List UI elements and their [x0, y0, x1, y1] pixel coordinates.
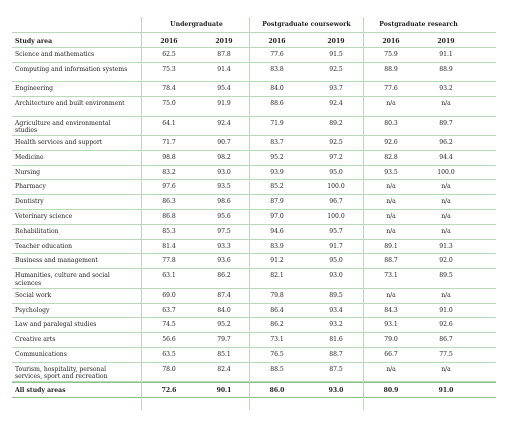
value-cell: 88.6: [270, 100, 284, 108]
value-cell: 63.5: [162, 350, 176, 358]
value-cell: 97.6: [162, 183, 176, 191]
column-header-year: 2019: [327, 38, 345, 45]
group-header-postgraduate-coursework: Postgraduate coursework: [262, 21, 351, 28]
value-cell: 83.2: [162, 168, 176, 176]
value-cell: 77.6: [270, 51, 284, 58]
value-cell: 91.4: [217, 65, 231, 73]
total-value-cell: 91.0: [438, 387, 454, 395]
value-cell: 83.7: [270, 139, 284, 147]
value-cell: 93.6: [217, 257, 231, 265]
column-header-year: 2019: [437, 38, 455, 45]
table-row: [12, 136, 496, 151]
value-cell: 78.4: [162, 85, 176, 93]
value-cell: 93.2: [329, 321, 343, 329]
value-cell: 71.9: [270, 119, 284, 127]
value-cell: 92.4: [329, 100, 343, 108]
value-cell: 95.4: [217, 85, 231, 93]
value-cell: 62.5: [162, 51, 176, 58]
value-cell: 86.2: [270, 321, 284, 329]
value-cell: 91.5: [329, 51, 343, 58]
value-cell: 76.5: [270, 350, 284, 358]
table-row: [12, 180, 496, 195]
table-row: [12, 63, 496, 83]
value-cell: 87.4: [217, 291, 231, 299]
study-area-cell: Rehabilitation: [15, 227, 59, 235]
value-cell: 93.0: [329, 272, 343, 280]
value-cell: n/a: [441, 100, 451, 108]
column-header-year: 2016: [160, 38, 178, 45]
value-cell: n/a: [386, 100, 396, 108]
value-cell: 92.5: [329, 65, 343, 73]
total-value-cell: 93.0: [328, 387, 344, 395]
table-row: [12, 97, 496, 117]
value-cell: 94.4: [439, 153, 453, 161]
value-cell: n/a: [441, 213, 451, 221]
table-row: [12, 254, 496, 269]
value-cell: 91.0: [439, 306, 453, 314]
value-cell: 93.9: [270, 168, 284, 176]
table-row: [12, 210, 496, 225]
value-cell: 79.0: [384, 336, 398, 344]
value-cell: 86.2: [217, 272, 231, 280]
value-cell: 100.0: [327, 213, 345, 221]
value-cell: 100.0: [437, 168, 455, 176]
value-cell: 95.7: [329, 227, 343, 235]
study-area-cell: Computing and information systems: [15, 65, 128, 73]
value-cell: n/a: [441, 183, 451, 191]
column-header-study-area: Study area: [15, 38, 53, 45]
value-cell: 98.2: [217, 153, 231, 161]
value-cell: 63.1: [162, 272, 176, 280]
value-cell: 80.3: [384, 119, 398, 127]
value-cell: 84.0: [217, 306, 231, 314]
value-cell: n/a: [441, 365, 451, 373]
value-cell: 86.8: [162, 213, 176, 221]
study-area-cell: Tourism, hospitality, personal services, sport and recreation: [15, 365, 108, 381]
value-cell: n/a: [386, 291, 396, 299]
value-cell: 92.5: [329, 139, 343, 147]
value-cell: 97.0: [270, 213, 284, 221]
value-cell: 91.9: [217, 100, 231, 108]
value-cell: 94.6: [270, 227, 284, 235]
value-cell: 98.6: [217, 198, 231, 206]
value-cell: 92.0: [439, 257, 453, 265]
value-cell: 88.9: [384, 65, 398, 73]
value-cell: 93.3: [217, 242, 231, 250]
study-area-cell: Science and mathematics: [15, 51, 95, 58]
employment-table: [12, 17, 496, 398]
value-cell: 96.7: [329, 198, 343, 206]
value-cell: 93.0: [217, 168, 231, 176]
value-cell: 81.6: [329, 336, 343, 344]
study-area-cell: Teacher education: [15, 242, 73, 250]
table-row: [12, 117, 496, 137]
column-divider: [141, 17, 142, 410]
value-cell: 95.2: [270, 153, 284, 161]
value-cell: 93.7: [329, 85, 343, 93]
column-header-year: 2019: [215, 38, 233, 45]
table-row: [12, 195, 496, 210]
column-header-row: [12, 33, 496, 48]
study-area-cell: Humanities, culture and social sciences: [15, 272, 110, 287]
value-cell: 71.7: [162, 139, 176, 147]
value-cell: 96.2: [439, 139, 453, 147]
table-row: [12, 333, 496, 348]
value-cell: 79.8: [270, 291, 284, 299]
value-cell: 95.0: [329, 257, 343, 265]
value-cell: 86.3: [162, 198, 176, 206]
value-cell: 85.3: [162, 227, 176, 235]
value-cell: 93.5: [384, 168, 398, 176]
study-area-cell: Social work: [15, 291, 52, 299]
group-header-postgraduate-research: Postgraduate research: [379, 21, 458, 28]
value-cell: 75.3: [162, 65, 176, 73]
value-cell: 79.7: [217, 336, 231, 344]
value-cell: n/a: [441, 291, 451, 299]
value-cell: n/a: [441, 227, 451, 235]
value-cell: n/a: [386, 365, 396, 373]
study-area-cell: Pharmacy: [15, 183, 46, 191]
value-cell: 97.5: [217, 227, 231, 235]
study-area-cell: Business and management: [15, 257, 98, 265]
value-cell: 93.4: [329, 306, 343, 314]
value-cell: 88.7: [384, 257, 398, 265]
study-area-cell: Veterinary science: [15, 213, 73, 221]
total-value-cell: 80.9: [383, 387, 399, 395]
table-body: [12, 48, 496, 382]
value-cell: 77.6: [384, 85, 398, 93]
study-area-cell: Engineering: [15, 85, 54, 93]
value-cell: n/a: [386, 198, 396, 206]
column-header-year: 2016: [382, 38, 400, 45]
value-cell: 77.5: [439, 350, 453, 358]
value-cell: 77.8: [162, 257, 176, 265]
value-cell: 98.8: [162, 153, 176, 161]
value-cell: 87.5: [329, 365, 343, 373]
value-cell: 92.6: [439, 321, 453, 329]
value-cell: 86.4: [270, 306, 284, 314]
value-cell: 89.2: [329, 119, 343, 127]
value-cell: 78.0: [162, 365, 176, 373]
study-area-cell: Dentistry: [15, 198, 44, 206]
table-row: [12, 225, 496, 240]
value-cell: 93.1: [384, 321, 398, 329]
value-cell: 97.2: [329, 153, 343, 161]
column-divider: [249, 17, 250, 410]
value-cell: 83.9: [270, 242, 284, 250]
value-cell: 93.2: [439, 85, 453, 93]
value-cell: 90.7: [217, 139, 231, 147]
table-row: [12, 348, 496, 363]
value-cell: 74.5: [162, 321, 176, 329]
table-row: [12, 166, 496, 181]
study-area-cell: Law and paralegal studies: [15, 321, 97, 329]
table-row: [12, 318, 496, 333]
study-area-cell: Health services and support: [15, 139, 103, 147]
value-cell: 83.8: [270, 65, 284, 73]
value-cell: 89.1: [384, 242, 398, 250]
value-cell: 86.7: [439, 336, 453, 344]
value-cell: 87.8: [217, 51, 231, 58]
table-row: [12, 289, 496, 304]
value-cell: n/a: [441, 198, 451, 206]
value-cell: 69.0: [162, 291, 176, 299]
value-cell: 91.3: [439, 242, 453, 250]
value-cell: 63.7: [162, 306, 176, 314]
study-area-cell: Medicine: [15, 153, 44, 161]
value-cell: 82.4: [217, 365, 231, 373]
value-cell: 100.0: [327, 183, 345, 191]
value-cell: 87.9: [270, 198, 284, 206]
study-area-cell: Nursing: [15, 168, 41, 176]
total-value-cell: 86.0: [269, 387, 285, 395]
value-cell: 91.7: [329, 242, 343, 250]
table-row: [12, 269, 496, 289]
group-header-undergraduate: Undergraduate: [170, 21, 223, 28]
value-cell: 82.1: [270, 272, 284, 280]
value-cell: n/a: [386, 183, 396, 191]
table-row: [12, 82, 496, 97]
table-row: [12, 151, 496, 166]
value-cell: 91.2: [270, 257, 284, 265]
study-area-cell: Architecture and built environment: [15, 100, 125, 108]
column-header-year: 2016: [268, 38, 286, 45]
total-row: [12, 382, 496, 398]
value-cell: 56.6: [162, 336, 176, 344]
column-divider: [363, 17, 364, 410]
value-cell: 92.4: [217, 119, 231, 127]
value-cell: 89.5: [329, 291, 343, 299]
value-cell: 66.7: [384, 350, 398, 358]
value-cell: 91.1: [439, 51, 453, 58]
value-cell: 88.7: [329, 350, 343, 358]
group-header-row: [12, 17, 496, 33]
table-row: [12, 240, 496, 255]
table-row: [12, 48, 496, 63]
value-cell: 75.0: [162, 100, 176, 108]
value-cell: 73.1: [270, 336, 284, 344]
value-cell: 95.6: [217, 213, 231, 221]
table-row: [12, 363, 496, 383]
value-cell: 84.3: [384, 306, 398, 314]
study-area-cell: Communications: [15, 350, 67, 358]
value-cell: 89.5: [439, 272, 453, 280]
study-area-cell: Agriculture and environmental studies: [15, 119, 111, 135]
value-cell: 73.1: [384, 272, 398, 280]
table-row: [12, 304, 496, 319]
value-cell: 81.4: [162, 242, 176, 250]
value-cell: 88.5: [270, 365, 284, 373]
value-cell: 95.2: [217, 321, 231, 329]
value-cell: n/a: [386, 227, 396, 235]
total-value-cell: 90.1: [216, 387, 232, 395]
value-cell: 85.1: [217, 350, 231, 358]
value-cell: 93.5: [217, 183, 231, 191]
value-cell: 88.9: [439, 65, 453, 73]
value-cell: 75.9: [384, 51, 398, 58]
total-label: All study areas: [15, 387, 66, 395]
value-cell: 84.0: [270, 85, 284, 93]
value-cell: 85.2: [270, 183, 284, 191]
study-area-cell: Psychology: [15, 306, 50, 314]
value-cell: 64.1: [162, 119, 176, 127]
study-area-cell: Creative arts: [15, 336, 56, 344]
value-cell: 95.0: [329, 168, 343, 176]
value-cell: 92.6: [384, 139, 398, 147]
value-cell: 82.8: [384, 153, 398, 161]
total-value-cell: 72.6: [161, 387, 177, 395]
value-cell: n/a: [386, 213, 396, 221]
value-cell: 89.7: [439, 119, 453, 127]
